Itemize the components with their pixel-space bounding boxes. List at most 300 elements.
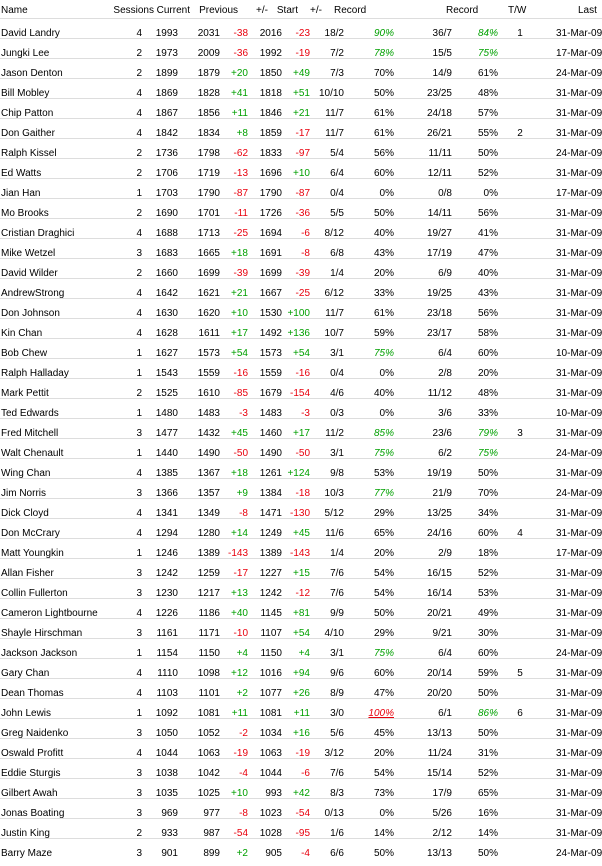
previous-rating: 1701 <box>197 208 220 219</box>
sessions-cell: 4 <box>136 228 142 239</box>
player-row <box>0 824 602 844</box>
current-rating: 1385 <box>155 468 178 479</box>
tw-cell <box>513 684 527 704</box>
total-change: +42 <box>293 788 310 799</box>
last-played: 31-Mar-09 <box>556 828 602 839</box>
previous-rating: 1052 <box>197 728 220 739</box>
current-rating: 1110 <box>157 668 178 679</box>
rating-change: +8 <box>236 128 248 139</box>
overall-record: 6/9 <box>438 268 452 279</box>
start-rating: 1460 <box>259 428 282 439</box>
row-divider <box>0 818 602 819</box>
player-row <box>0 284 602 304</box>
current-rating: 1628 <box>155 328 178 339</box>
last-played: 31-Mar-09 <box>556 568 602 579</box>
rating-change: +12 <box>231 668 248 679</box>
player-name: Mike Wetzel <box>1 248 56 259</box>
tw-cell <box>513 384 527 404</box>
col-name-header: Name <box>1 5 28 16</box>
row-divider <box>0 358 602 359</box>
player-name: Cameron Lightbourne <box>1 608 98 619</box>
overall-record: 15/14 <box>426 768 452 779</box>
total-change: +54 <box>293 348 310 359</box>
sessions-cell: 2 <box>136 68 142 79</box>
player-row <box>0 844 602 864</box>
overall-win-pct: 61% <box>477 68 498 79</box>
total-change: -25 <box>295 288 310 299</box>
rating-change: +9 <box>236 488 248 499</box>
start-rating: 1063 <box>259 748 282 759</box>
previous-rating: 1611 <box>198 328 220 339</box>
col-diff2-header: +/- <box>310 5 322 16</box>
start-rating: 1559 <box>259 368 282 379</box>
previous-rating: 1665 <box>197 248 220 259</box>
session-win-pct: 0% <box>379 188 394 199</box>
current-rating: 1869 <box>155 88 178 99</box>
overall-record: 6/2 <box>438 448 452 459</box>
tw-cell <box>513 764 527 784</box>
session-win-pct: 20% <box>373 748 394 759</box>
player-name: Mark Pettit <box>1 388 49 399</box>
start-rating: 1227 <box>259 568 282 579</box>
session-record: 9/6 <box>330 668 344 679</box>
player-name: Jason Denton <box>1 68 63 79</box>
start-rating: 1483 <box>259 408 282 419</box>
sessions-cell: 3 <box>136 428 142 439</box>
overall-win-pct: 59% <box>477 668 498 679</box>
total-change: -130 <box>289 508 310 519</box>
last-played: 31-Mar-09 <box>556 468 602 479</box>
player-name: Walt Chenault <box>1 448 64 459</box>
start-rating: 1699 <box>259 268 282 279</box>
current-rating: 1294 <box>155 528 178 539</box>
previous-rating: 1790 <box>197 188 220 199</box>
previous-rating: 1150 <box>198 648 220 659</box>
session-win-pct: 77% <box>373 488 394 499</box>
session-win-pct: 40% <box>373 388 394 399</box>
total-change: -19 <box>295 748 310 759</box>
overall-record: 14/9 <box>432 68 452 79</box>
player-name: Ralph Halladay <box>1 368 69 379</box>
current-rating: 1543 <box>155 368 178 379</box>
overall-win-pct: 57% <box>477 108 498 119</box>
last-played: 31-Mar-09 <box>556 208 602 219</box>
rating-change: +18 <box>231 468 248 479</box>
player-name: Eddie Sturgis <box>1 768 61 779</box>
overall-win-pct: 75% <box>477 48 498 59</box>
current-rating: 1154 <box>156 648 178 659</box>
previous-rating: 2009 <box>197 48 220 59</box>
overall-record: 23/18 <box>426 308 452 319</box>
start-rating: 1530 <box>259 308 282 319</box>
overall-record: 11/12 <box>427 388 452 399</box>
rating-change: +45 <box>231 428 248 439</box>
tw-cell <box>513 324 527 344</box>
row-divider <box>0 678 602 679</box>
total-change: +94 <box>293 668 310 679</box>
current-rating: 1246 <box>155 548 178 559</box>
tw-cell <box>513 404 527 424</box>
start-rating: 1667 <box>259 288 282 299</box>
tw-cell <box>513 184 527 204</box>
player-row <box>0 164 602 184</box>
tw-cell <box>513 824 527 844</box>
player-row <box>0 364 602 384</box>
rating-change: -11 <box>234 208 248 219</box>
player-name: Gilbert Awah <box>1 788 58 799</box>
header-row <box>0 4 602 24</box>
last-played: 17-Mar-09 <box>556 188 602 199</box>
player-row <box>0 804 602 824</box>
last-played: 24-Mar-09 <box>556 148 602 159</box>
session-record: 11/2 <box>325 428 344 439</box>
overall-win-pct: 0% <box>483 188 498 199</box>
overall-win-pct: 70% <box>477 488 498 499</box>
last-played: 31-Mar-09 <box>556 688 602 699</box>
rating-change: -50 <box>233 448 248 459</box>
session-win-pct: 73% <box>373 788 394 799</box>
start-rating: 1242 <box>259 588 282 599</box>
session-win-pct: 29% <box>373 508 394 519</box>
sessions-cell: 4 <box>136 128 142 139</box>
row-divider <box>0 378 602 379</box>
current-rating: 1050 <box>155 728 178 739</box>
current-rating: 1092 <box>155 708 178 719</box>
sessions-cell: 3 <box>136 788 142 799</box>
sessions-cell: 4 <box>136 88 142 99</box>
overall-record: 15/5 <box>432 48 452 59</box>
player-row <box>0 184 602 204</box>
sessions-cell: 4 <box>136 748 142 759</box>
rating-change: +21 <box>231 288 248 299</box>
row-divider <box>0 458 602 459</box>
player-row <box>0 44 602 64</box>
session-record: 11/7 <box>325 128 344 139</box>
current-rating: 933 <box>161 828 178 839</box>
player-row <box>0 264 602 284</box>
rating-change: +2 <box>236 848 248 859</box>
sessions-cell: 2 <box>136 828 142 839</box>
current-rating: 1867 <box>155 108 178 119</box>
current-rating: 1440 <box>155 448 178 459</box>
row-divider <box>0 278 602 279</box>
start-rating: 1833 <box>259 148 282 159</box>
total-change: +11 <box>293 708 310 719</box>
overall-record: 2/9 <box>438 548 452 559</box>
overall-win-pct: 52% <box>477 168 498 179</box>
start-rating: 1016 <box>259 668 282 679</box>
overall-win-pct: 49% <box>477 608 498 619</box>
session-record: 0/4 <box>330 368 344 379</box>
player-name: Jian Han <box>1 188 41 199</box>
rating-change: -36 <box>233 48 248 59</box>
player-row <box>0 544 602 564</box>
last-played: 31-Mar-09 <box>556 728 602 739</box>
session-record: 7/6 <box>330 768 344 779</box>
col-diff1-header: +/- <box>256 5 268 16</box>
tw-cell <box>513 604 527 624</box>
overall-win-pct: 60% <box>477 528 498 539</box>
last-played: 31-Mar-09 <box>556 288 602 299</box>
tw-cell <box>513 544 527 564</box>
sessions-cell: 2 <box>136 268 142 279</box>
session-record: 5/5 <box>330 208 344 219</box>
overall-win-pct: 79% <box>477 428 498 439</box>
tw-cell <box>513 304 527 324</box>
row-divider <box>0 838 602 839</box>
overall-record: 26/21 <box>426 128 452 139</box>
session-record: 7/6 <box>330 588 344 599</box>
start-rating: 1150 <box>260 648 282 659</box>
tw-cell <box>513 844 527 864</box>
previous-rating: 1101 <box>198 688 220 699</box>
total-change: -154 <box>289 388 310 399</box>
row-divider <box>0 758 602 759</box>
last-played: 31-Mar-09 <box>556 368 602 379</box>
row-divider <box>0 118 602 119</box>
session-record: 4/10 <box>324 628 344 639</box>
current-rating: 1341 <box>155 508 178 519</box>
row-divider <box>0 78 602 79</box>
previous-rating: 2031 <box>197 28 220 39</box>
current-rating: 1642 <box>155 288 178 299</box>
start-rating: 1249 <box>259 528 282 539</box>
sessions-cell: 3 <box>136 568 142 579</box>
rating-change: +2 <box>236 688 248 699</box>
rating-change: +54 <box>231 348 248 359</box>
start-rating: 1389 <box>259 548 282 559</box>
row-divider <box>0 218 602 219</box>
total-change: +45 <box>293 528 310 539</box>
session-win-pct: 60% <box>373 668 394 679</box>
overall-record: 11/24 <box>427 748 452 759</box>
tw-cell <box>513 344 527 364</box>
player-name: David Wilder <box>1 268 58 279</box>
sessions-cell: 2 <box>136 48 142 59</box>
rating-change: -8 <box>239 508 248 519</box>
overall-record: 24/18 <box>426 108 452 119</box>
overall-record: 11/11 <box>428 148 452 159</box>
player-row <box>0 444 602 464</box>
sessions-cell: 4 <box>136 668 142 679</box>
rating-change: -25 <box>233 228 248 239</box>
col-last-header: Last <box>578 5 597 16</box>
row-divider <box>0 398 602 399</box>
sessions-cell: 3 <box>136 488 142 499</box>
player-name: Mo Brooks <box>1 208 49 219</box>
tw-cell <box>513 64 527 84</box>
current-rating: 1038 <box>155 768 178 779</box>
row-divider <box>0 338 602 339</box>
player-name: Bob Chew <box>1 348 48 359</box>
overall-record: 23/6 <box>432 428 452 439</box>
previous-rating: 987 <box>203 828 220 839</box>
player-name: Jim Norris <box>1 488 46 499</box>
player-name: Don Johnson <box>1 308 60 319</box>
overall-record: 20/21 <box>426 608 452 619</box>
overall-record: 6/1 <box>438 708 452 719</box>
row-divider <box>0 578 602 579</box>
previous-rating: 1171 <box>198 628 220 639</box>
player-row <box>0 744 602 764</box>
sessions-cell: 2 <box>136 208 142 219</box>
rating-change: -2 <box>239 728 248 739</box>
session-record: 11/7 <box>325 308 344 319</box>
tw-cell <box>513 104 527 124</box>
last-played: 10-Mar-09 <box>556 348 602 359</box>
start-rating: 1859 <box>259 128 282 139</box>
previous-rating: 1042 <box>197 768 220 779</box>
player-row <box>0 144 602 164</box>
row-divider <box>0 18 602 19</box>
tw-cell <box>513 504 527 524</box>
session-win-pct: 20% <box>373 548 394 559</box>
total-change: -39 <box>295 268 310 279</box>
current-rating: 1525 <box>155 388 178 399</box>
overall-win-pct: 14% <box>477 828 498 839</box>
total-change: -50 <box>295 448 310 459</box>
start-rating: 1023 <box>259 808 282 819</box>
rating-change: -4 <box>239 768 248 779</box>
player-row <box>0 104 602 124</box>
sessions-cell: 2 <box>136 388 142 399</box>
sessions-cell: 1 <box>136 448 142 459</box>
overall-record: 2/12 <box>432 828 452 839</box>
start-rating: 993 <box>265 788 282 799</box>
sessions-cell: 3 <box>136 628 142 639</box>
player-row <box>0 624 602 644</box>
session-record: 8/3 <box>330 788 344 799</box>
tw-cell <box>513 464 527 484</box>
current-rating: 1044 <box>155 748 178 759</box>
session-win-pct: 61% <box>373 108 394 119</box>
col-start-header: Start <box>276 5 298 16</box>
total-change: +16 <box>293 728 310 739</box>
current-rating: 1690 <box>155 208 178 219</box>
total-change: -23 <box>295 28 310 39</box>
row-divider <box>0 138 602 139</box>
previous-rating: 1357 <box>197 488 220 499</box>
total-change: -97 <box>295 148 310 159</box>
current-rating: 1477 <box>155 428 178 439</box>
start-rating: 1490 <box>259 448 282 459</box>
previous-rating: 1217 <box>197 588 220 599</box>
row-divider <box>0 778 602 779</box>
overall-record: 9/21 <box>432 628 452 639</box>
tw-cell <box>513 244 527 264</box>
start-rating: 1107 <box>260 628 282 639</box>
col-tw-header: T/W <box>508 5 527 16</box>
player-row <box>0 604 602 624</box>
rating-change: -87 <box>233 188 248 199</box>
start-rating: 1492 <box>259 328 282 339</box>
start-rating: 1846 <box>259 108 282 119</box>
total-change: +100 <box>287 308 310 319</box>
row-divider <box>0 798 602 799</box>
sessions-cell: 4 <box>136 528 142 539</box>
overall-win-pct: 58% <box>477 328 498 339</box>
player-row <box>0 664 602 684</box>
overall-record: 5/26 <box>432 808 452 819</box>
previous-rating: 1621 <box>197 288 220 299</box>
last-played: 31-Mar-09 <box>556 748 602 759</box>
last-played: 17-Mar-09 <box>556 548 602 559</box>
total-change: -16 <box>295 368 310 379</box>
total-change: -6 <box>301 228 310 239</box>
session-record: 3/1 <box>330 348 344 359</box>
last-played: 31-Mar-09 <box>556 108 602 119</box>
sessions-cell: 4 <box>136 328 142 339</box>
total-change: -8 <box>301 248 310 259</box>
tw-cell <box>513 784 527 804</box>
session-record: 11/7 <box>325 108 344 119</box>
session-win-pct: 0% <box>379 408 394 419</box>
session-record: 18/2 <box>324 28 344 39</box>
player-name: Kin Chan <box>1 328 43 339</box>
session-record: 0/3 <box>330 408 344 419</box>
overall-win-pct: 50% <box>477 848 498 859</box>
total-change: +4 <box>298 648 310 659</box>
overall-record: 6/4 <box>438 648 452 659</box>
total-change: +10 <box>293 168 310 179</box>
rating-change: +11 <box>231 108 248 119</box>
start-rating: 1726 <box>259 208 282 219</box>
previous-rating: 1699 <box>197 268 220 279</box>
start-rating: 1696 <box>259 168 282 179</box>
overall-win-pct: 75% <box>477 448 498 459</box>
tw-cell <box>513 624 527 644</box>
last-played: 31-Mar-09 <box>556 28 602 39</box>
session-win-pct: 75% <box>373 648 394 659</box>
player-row <box>0 524 602 544</box>
start-rating: 1679 <box>259 388 282 399</box>
overall-win-pct: 50% <box>477 468 498 479</box>
tw-cell <box>513 164 527 184</box>
current-rating: 1242 <box>155 568 178 579</box>
overall-win-pct: 65% <box>477 788 498 799</box>
overall-win-pct: 41% <box>477 228 498 239</box>
last-played: 31-Mar-09 <box>556 668 602 679</box>
player-row <box>0 504 602 524</box>
player-row <box>0 64 602 84</box>
sessions-cell: 1 <box>136 408 142 419</box>
session-record: 1/6 <box>330 828 344 839</box>
tw-cell <box>513 204 527 224</box>
sessions-cell: 1 <box>136 368 142 379</box>
overall-record: 3/6 <box>438 408 452 419</box>
sessions-cell: 1 <box>136 708 142 719</box>
current-rating: 1161 <box>156 628 178 639</box>
row-divider <box>0 318 602 319</box>
overall-record: 13/13 <box>426 728 452 739</box>
current-rating: 1842 <box>155 128 178 139</box>
player-name: Ralph Kissel <box>1 148 57 159</box>
session-win-pct: 59% <box>373 328 394 339</box>
player-row <box>0 724 602 744</box>
row-divider <box>0 698 602 699</box>
player-row <box>0 24 602 44</box>
session-record: 11/6 <box>325 528 344 539</box>
sessions-cell: 3 <box>136 588 142 599</box>
session-win-pct: 54% <box>373 768 394 779</box>
player-row <box>0 124 602 144</box>
session-record: 10/10 <box>318 88 344 99</box>
player-name: Chip Patton <box>1 108 54 119</box>
previous-rating: 1483 <box>197 408 220 419</box>
row-divider <box>0 238 602 239</box>
session-win-pct: 50% <box>373 608 394 619</box>
total-change: +54 <box>293 628 310 639</box>
